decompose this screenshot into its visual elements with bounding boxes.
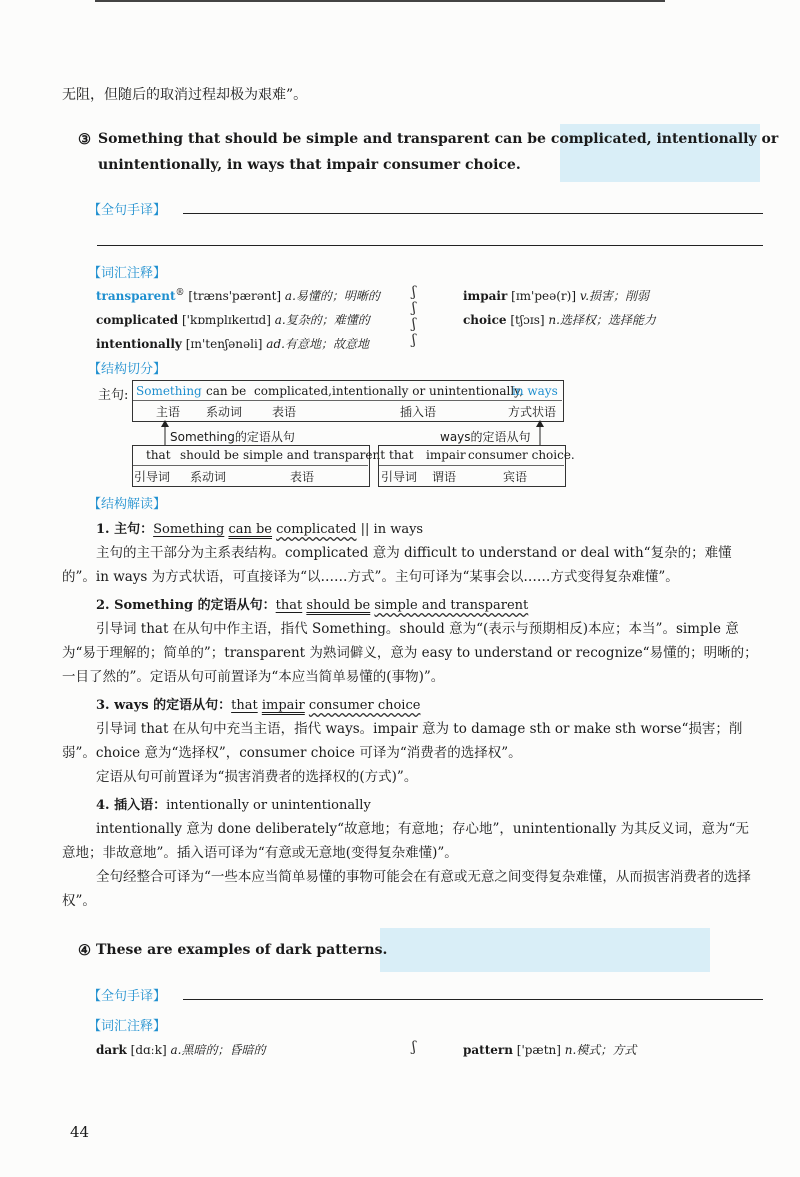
explain-label: 【结构解读】 [88,497,167,512]
vocab-word: complicated [96,313,179,327]
main-part: complicated, [254,384,332,398]
subject: Something [153,522,225,537]
main-role: 表语 [272,405,297,419]
sentence-line-2: unintentionally, in ways that impair consumer choice. [98,157,521,173]
main-clause-divider [133,400,562,401]
vocab-def: ad.有意地；故意地 [266,337,369,351]
rel2-divider [379,465,564,466]
vocab-word: impair [463,289,508,303]
intro-line: 无阻，但随后的取消过程却极为艰难”。 [62,87,308,103]
vocab-pron: [tʃɔɪs] [510,313,545,327]
linking-verb: should be [306,598,371,613]
main-part: intentionally or unintentionally, [332,384,524,398]
sentence-number: ④ [78,942,91,959]
predicative: complicated [276,522,357,537]
subject: that [275,598,303,613]
explain-3-heading [96,694,420,713]
title-highlight [380,928,710,972]
vocab-entry [463,1041,636,1058]
translate-label: 【全句手译】 [88,989,167,1004]
rel1-role: 系动词 [190,470,227,484]
explain-4-heading [96,794,371,813]
translate-line[interactable] [183,999,763,1000]
vocab-pron: [dɑːk] [130,1043,167,1057]
vocab-pron: ['kɒmplɪkeɪtɪd] [182,313,271,327]
rel2-role: 引导词 [381,470,418,484]
translate-line-2[interactable] [97,245,763,246]
vocab-pron: ['pætn] [516,1043,561,1057]
vocab-word: transparent [96,289,176,303]
translate-line-1[interactable] [183,213,763,214]
explain-4-paragraph: intentionally 意为 done deliberately“故意地；有意地；存心地”，unintentionally 为其反义词，意为“无意地；非故意地”。插入语可译为“有意或无意地(变得复杂难懂)”。 [62,821,749,861]
star-icon: ® [175,288,185,298]
vocab-entry [96,311,370,328]
rel2-part: consumer choice. [468,448,575,462]
explain-3-paragraph-2: 定语从句可前置译为“损害消费者的选择权的(方式)”。 [96,769,418,785]
main-role: 插入语 [400,405,437,419]
main-role: 系动词 [206,405,243,419]
sentence-line-1: Something that should be simple and transparent can be complicated, intentionally or [98,131,779,147]
vocab-def: v.损害；削弱 [579,289,650,303]
vocab-word: pattern [463,1043,513,1057]
predicative: simple and transparent [374,598,529,613]
vocab-entry [96,287,380,304]
object: consumer choice [308,698,421,713]
vocab-entry [96,1041,266,1058]
rel2-role: 宾语 [503,470,528,484]
predicate: impair [261,698,305,713]
top-rule [95,0,665,2]
vocab-def: a.黑暗的；昏暗的 [170,1043,266,1057]
rel1-part: that [146,448,171,462]
rel1-part: simple and transparent [243,448,386,462]
summary-paragraph: 全句经整合可译为“一些本应当简单易懂的事物可能会在有意或无意之间变得复杂难懂，从而损害消费者的选择权”。 [62,869,751,909]
explain-3-title: 3. ways 的定语从句： [96,698,232,713]
main-role: 方式状语 [508,405,557,419]
main-role: 主语 [156,405,181,419]
explain-2-title: 2. Something 的定语从句： [96,598,276,613]
explain-1-title: 1. 主句： [96,522,154,537]
subject: that [231,698,258,713]
main-part: can be [206,384,247,398]
explain-1-heading [96,518,423,537]
structure-label: 【结构切分】 [88,362,167,377]
vocab-word: intentionally [96,337,182,351]
vocab-def: n.模式；方式 [564,1043,637,1057]
vocab-pron: [træns'pærənt] [188,289,282,303]
sentence-line: These are examples of dark patterns. [96,942,388,958]
vocab-def: a.易懂的；明晰的 [284,289,380,303]
rel2-part: that [389,448,414,462]
vocab-entry [463,287,649,304]
vocab-label: 【词汇注释】 [88,266,167,281]
explain-2-paragraph: 引导词 that 在从句中作主语，指代 Something。should 意为“(表示与预期相反)本应；本当”。simple 意为“易于理解的；简单的”；transparent 为熟词僻义，意为 easy to understand or recognize“易懂的；明晰的；一目了然的”。定语从句可前置译为“本应当简单易懂的(事物)”。 [62,621,758,685]
main-clause-label: 主句: [98,388,129,403]
rel1-role: 引导词 [134,470,171,484]
rel2-role: 谓语 [432,470,457,484]
explain-4-title: 4. 插入语： [96,798,167,813]
vocab-def: a.复杂的；难懂的 [274,313,370,327]
vocab-pron: [ɪn'tenʃənəli] [185,337,263,351]
page-number: 44 [70,1123,90,1141]
vocab-word: choice [463,313,507,327]
main-part: Something [136,384,202,398]
rel1-role: 表语 [290,470,315,484]
vocab-def: n.选择权；选择能力 [548,313,656,327]
translate-label: 【全句手译】 [88,203,167,218]
rel1-part: should be [180,448,239,462]
vocab-pron: [ɪm'peə(r)] [511,289,577,303]
vocab-entry [96,335,369,352]
rel2-part: impair [426,448,466,462]
rel1-caption: Something的定语从句 [170,430,295,444]
rel2-caption: ways的定语从句 [440,430,531,444]
rel1-divider [133,465,368,466]
linking-verb: can be [228,522,273,537]
vocab-word: dark [96,1043,127,1057]
wavy-divider: ʃ ʃ ʃ ʃ [412,284,416,348]
explain-1-paragraph: 主句的主干部分为主系表结构。complicated 意为 difficult to understand or deal with“复杂的；难懂的”。in ways 为方式状语，可直接译为“以……方式”。主句可译为“某事会以……方式变得复杂难懂”。 [62,545,732,585]
explain-2-heading [96,594,528,613]
main-part: in ways [512,384,558,398]
parenthesis: intentionally or unintentionally [166,798,371,813]
vocab-label: 【词汇注释】 [88,1019,167,1034]
wavy-divider: ʃ [412,1039,416,1055]
sentence-number: ③ [78,131,91,148]
adverbial: || in ways [360,522,424,537]
vocab-entry [463,311,656,328]
explain-3-paragraph: 引导词 that 在从句中充当主语，指代 ways。impair 意为 to damage sth or make sth worse“损害；削弱”。choice 意为“选择权”，consumer choice 可译为“消费者的选择权”。 [62,721,743,761]
